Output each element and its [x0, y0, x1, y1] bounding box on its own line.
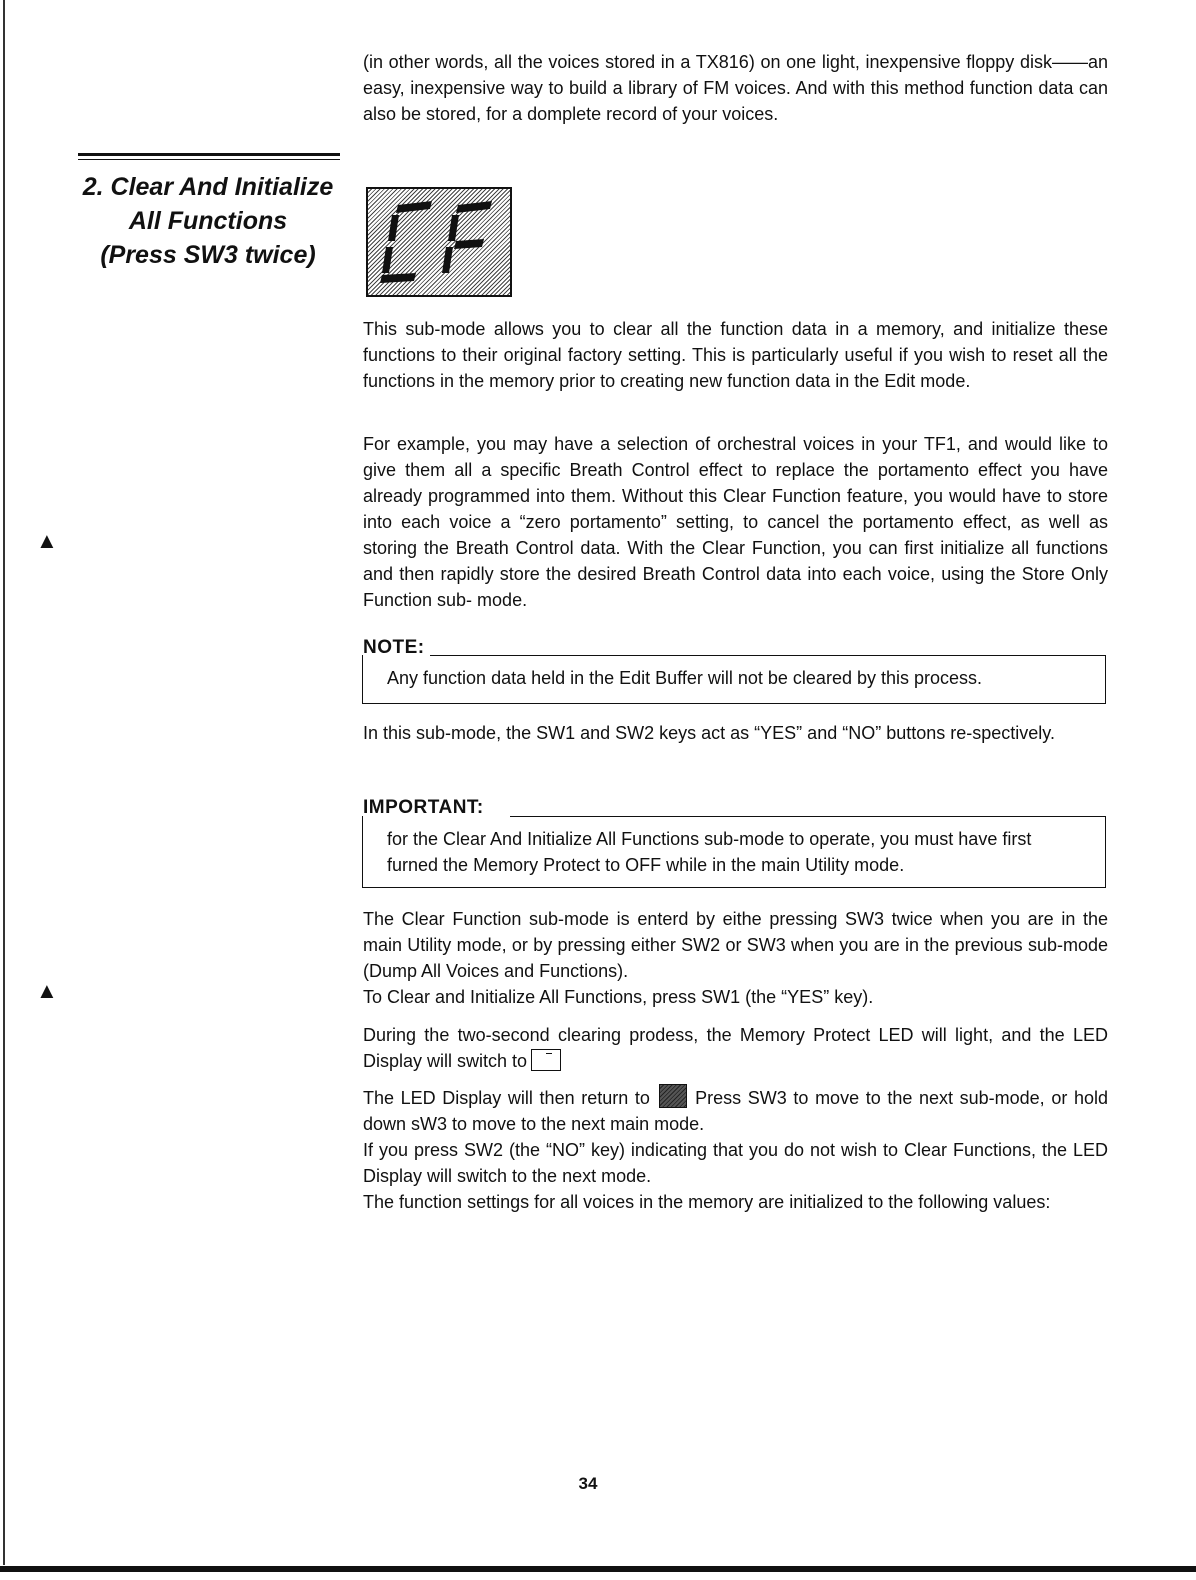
body-paragraph: This sub-mode allows you to clear all the function data in a memory, and initialize these functions to their original factory setting. This is particularly useful if you wish to reset all the functions in the memory prior to creating new function data in the Edit mode.	[363, 319, 1108, 391]
section-rule-thick	[78, 153, 340, 156]
note-box	[362, 655, 1106, 704]
important-label: IMPORTANT:	[363, 797, 484, 818]
page-binding-edge	[3, 0, 5, 1565]
section-heading	[60, 170, 356, 272]
body-paragraph: In this sub-mode, the SW1 and SW2 keys act as “YES” and “NO” buttons re-spectively.	[363, 723, 1055, 743]
important-text: for the Clear And Initialize All Functions sub-mode to operate, you must have first furned the Memory Protect to OFF while in the main Utility mode.	[387, 829, 1032, 875]
lcd-cf-small-icon	[659, 1084, 687, 1108]
lcd-cf-display-icon	[366, 187, 512, 297]
binder-hole-mark: ▲	[36, 978, 58, 1003]
intro-paragraph: (in other words, all the voices stored in a TX816) on one light, inexpensive floppy disk——an easy, inexpensive way to build a library of FM voices. And with this method function data can also be stored, for a domplete record of your voices.	[363, 52, 1108, 124]
section-heading-line: 2. Clear And Initialize	[82, 173, 334, 201]
section-heading-line: (Press SW3 twice)	[100, 241, 316, 269]
section-heading-line: All Functions	[128, 207, 288, 235]
important-box	[362, 816, 1106, 888]
body-paragraph: The Clear Function sub-mode is enterd by eithe pressing SW3 twice when you are in the main Utility mode, or by pressing either SW2 or SW3 when you are in the previous sub-mode (Dump All Voices and Functions). To Clear and Initialize All Functions, press SW1 (the “YES” key).	[363, 909, 1108, 1007]
page-bottom-edge	[0, 1566, 1196, 1572]
body-paragraph: During the two-second clearing prodess, the Memory Protect LED will light, and the LED Display will switch to	[363, 1025, 1108, 1071]
binder-hole-mark: ▲	[36, 528, 58, 553]
blank-lcd-icon	[531, 1049, 561, 1071]
section-rule-thin	[78, 159, 340, 160]
page-number: 34	[578, 1474, 598, 1493]
body-paragraph: For example, you may have a selection of orchestral voices in your TF1, and would like to give them all a specific Breath Control effect to replace the portamento effect you have already programmed into them. Without this Clear Function feature, you would have to store into each voice a “zero portamento” setting, to cancel the portamento effect, as well as storing the Breath Control data. With the Clear Function, you can first initialize all functions and then rapidly store the desired Breath Control data into each voice, using the Store Only Function sub- mode.	[363, 434, 1108, 610]
note-label: NOTE:	[363, 637, 425, 658]
note-text: Any function data held in the Edit Buffer will not be cleared by this process.	[387, 668, 983, 688]
body-paragraph: The LED Display will then return to Press SW3 to move to the next sub-mode, or hold down sW3 to move to the next main mode. If you press SW2 (the “NO” key) indicating that you do not wish to Clear Functions, the LED Display will switch to the next mode. The function settings for all voices in the memory are initialized to the following values:	[363, 1084, 1108, 1215]
